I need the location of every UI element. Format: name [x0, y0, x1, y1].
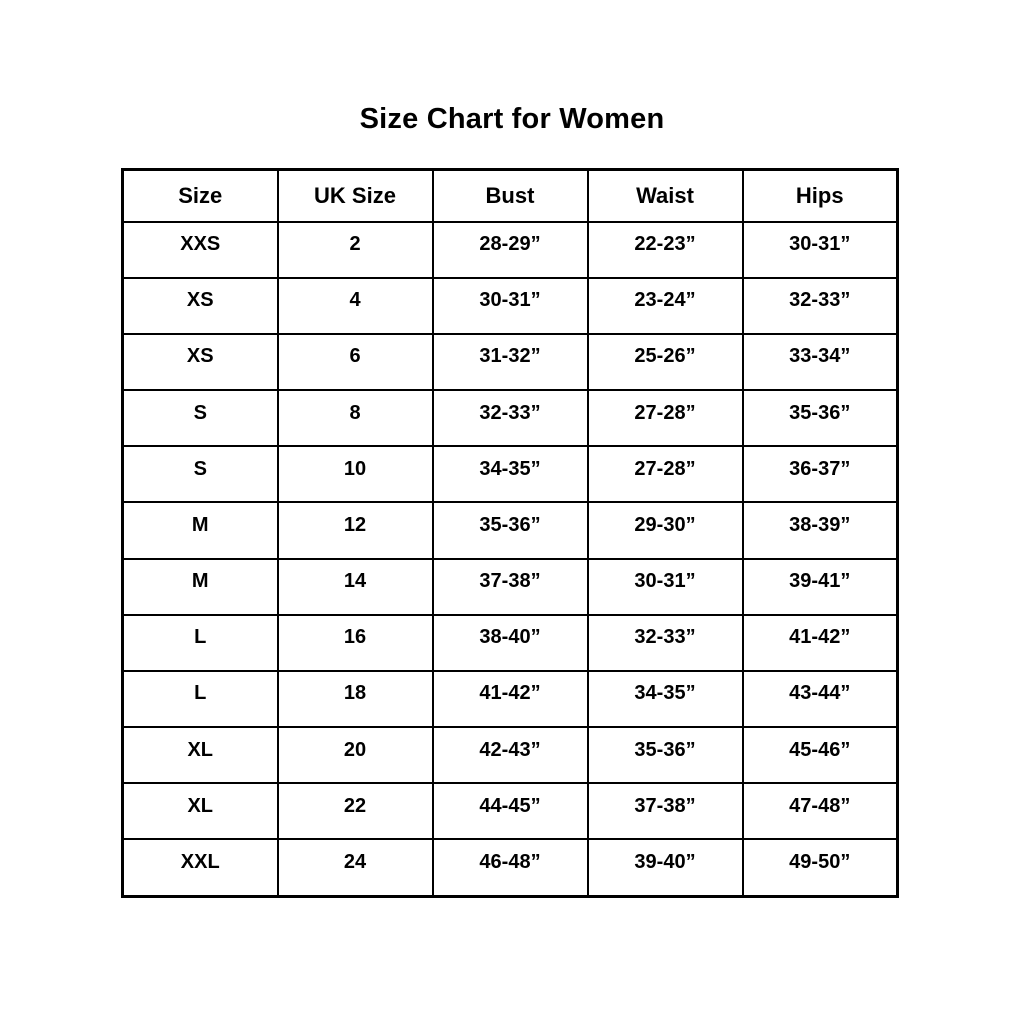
table-body [123, 222, 898, 897]
table-cell: 42-43” [433, 727, 588, 783]
column-header: Size [123, 170, 278, 222]
table-cell: XS [123, 334, 278, 390]
table-row [123, 559, 898, 615]
table-cell: XXL [123, 839, 278, 896]
table-cell: 36-37” [743, 446, 898, 502]
table-row [123, 615, 898, 671]
table-row [123, 502, 898, 558]
table-row [123, 727, 898, 783]
table-cell: 44-45” [433, 783, 588, 839]
table-cell: 22-23” [588, 222, 743, 278]
table-row [123, 390, 898, 446]
table-cell: 38-40” [433, 615, 588, 671]
table-cell: 30-31” [433, 278, 588, 334]
column-header: Hips [743, 170, 898, 222]
table-cell: 34-35” [433, 446, 588, 502]
table-cell: 35-36” [743, 390, 898, 446]
table-row [123, 783, 898, 839]
table-cell: 43-44” [743, 671, 898, 727]
table-cell: 2 [278, 222, 433, 278]
page-title: Size Chart for Women [359, 103, 665, 135]
table-cell: 27-28” [588, 446, 743, 502]
table-cell: 6 [278, 334, 433, 390]
table-cell: 32-33” [588, 615, 743, 671]
table-cell: 20 [278, 727, 433, 783]
table-cell: 39-41” [743, 559, 898, 615]
table-cell: 32-33” [743, 278, 898, 334]
table-cell: 14 [278, 559, 433, 615]
table-cell: 47-48” [743, 783, 898, 839]
table-cell: 30-31” [588, 559, 743, 615]
table-cell: 25-26” [588, 334, 743, 390]
table-cell: 27-28” [588, 390, 743, 446]
table-cell: 4 [278, 278, 433, 334]
table-cell: 38-39” [743, 502, 898, 558]
table-cell: 24 [278, 839, 433, 896]
table-cell: XS [123, 278, 278, 334]
table-row [123, 278, 898, 334]
table-cell: S [123, 390, 278, 446]
table-cell: 35-36” [433, 502, 588, 558]
table-cell: 45-46” [743, 727, 898, 783]
table-cell: 49-50” [743, 839, 898, 896]
table-row [123, 671, 898, 727]
column-header: Waist [588, 170, 743, 222]
table-cell: L [123, 615, 278, 671]
table-cell: XL [123, 783, 278, 839]
table-cell: 28-29” [433, 222, 588, 278]
table-cell: 31-32” [433, 334, 588, 390]
table-cell: 18 [278, 671, 433, 727]
table-cell: 41-42” [743, 615, 898, 671]
table-cell: XL [123, 727, 278, 783]
table-cell: 16 [278, 615, 433, 671]
table-row [123, 222, 898, 278]
table-cell: S [123, 446, 278, 502]
table-cell: 32-33” [433, 390, 588, 446]
table-cell: 10 [278, 446, 433, 502]
table-header [123, 170, 898, 222]
table-cell: 39-40” [588, 839, 743, 896]
header-row [123, 170, 898, 222]
table-row [123, 334, 898, 390]
table-cell: 41-42” [433, 671, 588, 727]
column-header: UK Size [278, 170, 433, 222]
table-cell: 22 [278, 783, 433, 839]
table-cell: 34-35” [588, 671, 743, 727]
table-row [123, 839, 898, 896]
table-cell: 37-38” [433, 559, 588, 615]
column-header: Bust [433, 170, 588, 222]
table-cell: 12 [278, 502, 433, 558]
table-cell: 37-38” [588, 783, 743, 839]
table-cell: XXS [123, 222, 278, 278]
table-cell: 8 [278, 390, 433, 446]
table-cell: 30-31” [743, 222, 898, 278]
table-cell: M [123, 559, 278, 615]
table-cell: 33-34” [743, 334, 898, 390]
table-row [123, 446, 898, 502]
table-cell: M [123, 502, 278, 558]
table-cell: L [123, 671, 278, 727]
size-chart-table [121, 168, 899, 898]
table-cell: 46-48” [433, 839, 588, 896]
table-cell: 35-36” [588, 727, 743, 783]
table-cell: 29-30” [588, 502, 743, 558]
table-cell: 23-24” [588, 278, 743, 334]
